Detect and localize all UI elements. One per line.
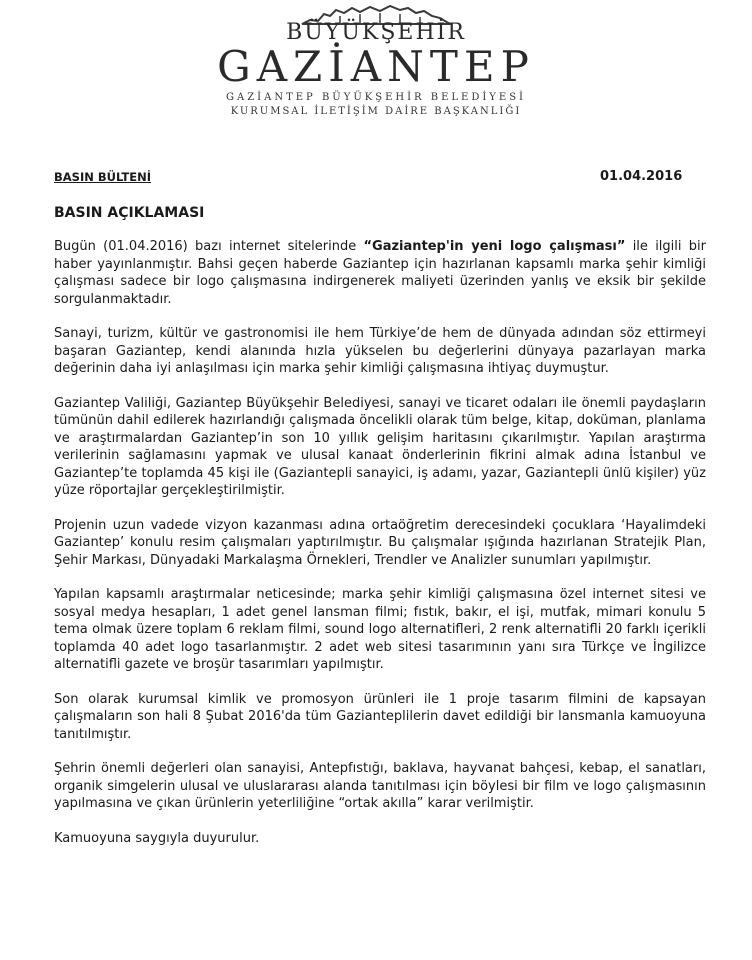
document-title: BASIN AÇIKLAMASI <box>54 205 205 221</box>
paragraph-1: Bugün (01.04.2016) bazı internet sitelerinde “Gaziantep'in yeni logo çalışması” ile ilgili bir haber yayınlanmıştır. Bahsi geçen haberde Gaziantep için hazırlanan kapsamlı marka şehir kimliği çalışması sadece bir logo çalışmasına indirgenerek maliyeti üzerinden yanlış ve eksik bir şekilde sorgulanmaktadır. <box>54 239 707 307</box>
logo-gaziantep: GAZİANTEP <box>217 42 535 91</box>
closing-line: Kamuoyuna saygıyla duyurulur. <box>54 830 260 846</box>
paragraph-5: Yapılan kapsamlı araştırmalar neticesinde; marka şehir kimliği çalışmasına özel internet sitesi ve sosyal medya hesapları, 1 adet genel lansman filmi; fıstık, bakır, el işi, mutfak, mimari konulu 5 tema olmak üzere toplam 6 reklam filmi, sound logo alternatifleri, 2 renk alternatifli 20 farklı içerikli toplamda 40 adet logo tasarlanmıştır. 2 adet web sitesi tasarımının yanı sıra Türkçe ve İngilizce alternatifli gazete ve broşür tasarımları yapılmıştır. <box>54 587 706 672</box>
logo-department-name: KURUMSAL İLETİŞİM DAİRE BAŞKANLIĞI <box>230 106 522 117</box>
paragraph-6: Son olarak kurumsal kimlik ve promosyon ürünleri ile 1 proje tasarım filmini de kapsayan çalışmaların son hali 8 Şubat 2016'da tüm Gazianteplilerin davet edildiği bir lansmanla kamuoyuna tanıtılmıştır. <box>54 691 706 742</box>
paragraph-3: Gaziantep Valiliği, Gaziantep Büyükşehir Belediyesi, sanayi ve ticaret odaları ile önemli paydaşların tümünün dahil edilerek hazırlandığı çalışmada öncelikli olarak tüm belge, kitap, doküman, planlama ve araştırmalardan Gaziantep’in son 10 yıllık gelişim haritasını çıkarılmıştır. Yapılan araştırma verilerinin sağlamasını yapmak ve ulusal kanaat önderlerinin fikrini almak adına İstanbul ve Gaziantep’te toplamda 45 kişi ile (Gaziantepli sanayici, iş adamı, yazar, Gaziantepli ünlü kişiler) yüz yüze röportajlar gerçekleştirilmiştir. <box>54 395 706 498</box>
paragraph-7: Şehrin önemli değerleri olan sanayisi, Antepfıstığı, baklava, hayvanat bahçesi, kebap, el sanatları, organik simgelerin ulusal ve uluslararası alanda tanıtılması için böylesi bir film ve logo çalışmasının yapılmasına ve çıkan ürünlerin yeterliliğine “ortak akılla” karar verilmiştir. <box>54 761 706 811</box>
logo-buyuksehir: BÜYÜKŞEHİR <box>286 20 466 45</box>
document-body <box>54 238 706 864</box>
press-bulletin-label: BASIN BÜLTENİ <box>54 170 151 184</box>
letterhead <box>0 0 752 140</box>
logo-municipality-name: GAZİANTEP BÜYÜKŞEHİR BELEDİYESİ <box>225 92 527 103</box>
quoted-headline: “Gaziantep'in yeni logo çalışması” <box>363 239 626 254</box>
document-date: 01.04.2016 <box>600 169 683 184</box>
paragraph-4: Projenin uzun vadede vizyon kazanması adına ortaöğretim derecesindeki çocuklara ‘Hayalimdeki Gaziantep’ konulu resim çalışmaları yaptırılmıştır. Bu çalışmalar ışığında hazırlanan Stratejik Plan, Şehir Markası, Dünyadaki Markalaşma Örnekleri, Trendler ve Analizler sunumları yapılmıştır. <box>54 517 706 568</box>
paragraph-2: Sanayi, turizm, kültür ve gastronomisi ile hem Türkiye’de hem de dünyada adından söz ettirmeyi başaran Gaziantep, kendi alanında hızla yükselen bu değerlerini dünyaya pazarlayan marka değerinin daha iyi anlaşılması için marka şehir kimliği çalışmasına ihtiyaç duymuştur. <box>54 326 706 376</box>
